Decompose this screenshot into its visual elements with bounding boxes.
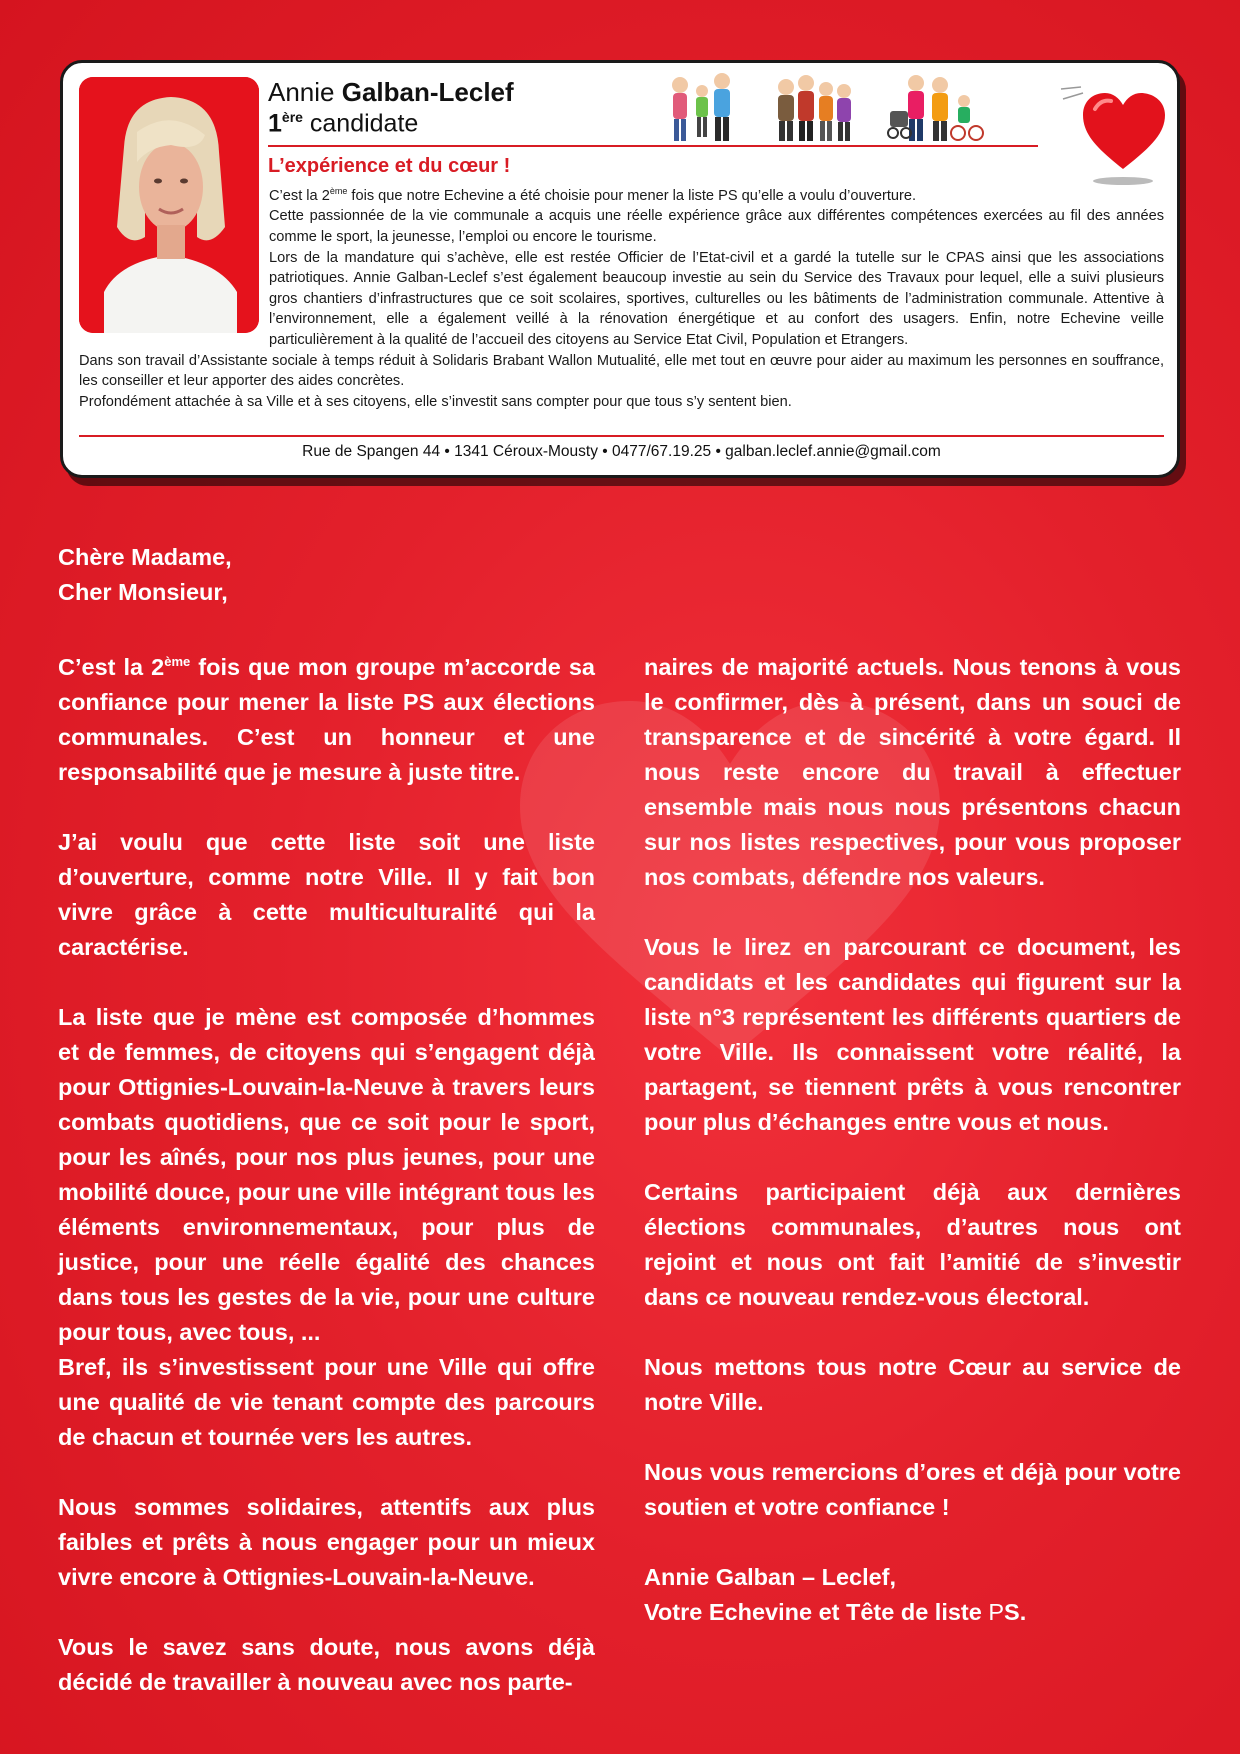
family-illustrations — [668, 71, 1098, 145]
salutation-line-1: Chère Madame, — [58, 544, 232, 570]
letter-paragraph-11: Nous vous remercions d’ores et déjà pour votre soutien et votre confiance ! — [644, 1459, 1181, 1520]
bio-paragraph-3: Lors de la mandature qui s’achève, elle est restée Officier de l’Etat-civil et a gardé la tutelle sur le CPAS ainsi que les associations patriotiques. Annie Galban-Leclef s’est également beaucoup investie au sein du Service des Travaux pour lequel, elle a suivi plusieurs gros chantiers d’infrastructures que ce soit scolaires, sportives, culturelles ou les bâtiments de l’administration communale. Attentive à l’environnement, elle a également veillé à la rénovation énergétique et au confort des usagers. Enfin, notre Echevine veille particulièrement à la qualité de l’accueil des citoyens au Service Etat Civil, Population et Etrangers. — [269, 249, 1164, 349]
bio-paragraph-5: Profondément attachée à sa Ville et à ses citoyens, elle s’investit sans compter pour que tous s’y sentent bien. — [79, 393, 792, 410]
first-name: Annie — [268, 77, 335, 107]
letter-paragraph-4: Bref, ils s’investissent pour une Ville qui offre une qualité de vie tenant compte des parcours de chacun et tournée vers les autres. — [58, 1354, 595, 1450]
header-divider — [268, 145, 1038, 147]
ps-logo-p: P — [988, 1599, 1005, 1625]
bio-paragraph-2: Cette passionnée de la vie communale a acquis une réelle expérience grâce aux différentes compétences exercées au fil des années comme le sport, la jeunesse, l’emploi ou encore le tourisme. — [269, 208, 1164, 246]
footer-divider — [79, 435, 1164, 437]
letter-paragraph-10: Nous mettons tous notre Cœur au service de notre Ville. — [644, 1354, 1181, 1415]
ps-logo-s: S. — [1004, 1599, 1027, 1625]
photo-spacer — [79, 181, 269, 333]
letter-paragraph-8: Vous le lirez en parcourant ce document, les candidats et les candidates qui figurent sur la liste n°3 représentent les différents quartiers de votre Ville. Ils connaissent votre réalité, la partagent, se tiennent prêts à vous rencontrer pour plus d’échanges entre vous et nous. — [644, 934, 1181, 1135]
candidate-rank — [268, 109, 418, 138]
bio-paragraph-1: C’est la 2ème fois que notre Echevine a été choisie pour mener la liste PS qu’elle a voulu d’ouverture. — [269, 186, 917, 204]
family-illustration-3 — [888, 75, 983, 141]
heart-illustration — [1053, 69, 1178, 189]
rank-label: candidate — [309, 109, 419, 138]
last-name: Galban-Leclef — [341, 77, 514, 107]
signature — [644, 1560, 1181, 1630]
letter-paragraph-9: Certains participaient déjà aux dernières élections communales, d’autres nous ont rejoint et nous ont fait l’amitié de s’investir dans ce nouveau rendez-vous électoral. — [644, 1179, 1181, 1310]
letter-paragraph-7: naires de majorité actuels. Nous tenons à vous le confirmer, dès à présent, dans un souci de transparence et de sincérité à votre égard. Il nous reste encore du travail à effectuer ensemble mais nous nous présentons chacun sur nos listes respectives, pour vous proposer nos combats, défendre nos valeurs. — [644, 654, 1181, 890]
letter-paragraph-3: La liste que je mène est composée d’hommes et de femmes, de citoyens qui s’engagent déjà pour Ottignies-Louvain-la-Neuve à travers leurs combats quotidiens, que ce soit pour le sport, pour les aînés, pour nos plus jeunes, pour une mobilité douce, pour une ville intégrant tous les éléments environnementaux, pour plus de justice, pour une réelle égalité des chances dans tous les gestes de la vie, pour une culture pour tous, avec tous, ... — [58, 1004, 595, 1345]
letter-column-right — [644, 650, 1181, 1630]
rank-number: 1 — [268, 109, 282, 138]
letter-paragraph-2: J’ai voulu que cette liste soit une liste d’ouverture, comme notre Ville. Il y fait bon vivre grâce à cette multiculturalité qui la caractérise. — [58, 829, 595, 960]
signature-title: Votre Echevine et Tête de liste — [644, 1599, 989, 1625]
candidate-bio — [79, 181, 1164, 412]
letter-column-left — [58, 650, 595, 1700]
signature-name: Annie Galban – Leclef, — [644, 1564, 897, 1590]
family-illustration-1 — [672, 73, 730, 141]
contact-info: Rue de Spangen 44 • 1341 Céroux-Mousty • 0477/67.19.25 • galban.leclef.annie@gmail.com — [302, 443, 941, 460]
salutation-line-2: Cher Monsieur, — [58, 579, 228, 605]
candidate-name — [268, 77, 514, 108]
rank-suffix: ère — [281, 109, 303, 125]
family-illustration-2 — [778, 75, 851, 141]
letter-paragraph-5: Nous sommes solidaires, attentifs aux plus faibles et prêts à nous engager pour un mieux vivre encore à Ottignies-Louvain-la-Neuve. — [58, 1494, 595, 1590]
candidate-card — [60, 60, 1180, 478]
letter-paragraph-1: C’est la 2ème fois que mon groupe m’accorde sa confiance pour mener la liste PS aux élections communales. C’est un honneur et une responsabilité que je mesure à juste titre. — [58, 654, 595, 785]
candidate-tagline: L’expérience et du cœur ! — [268, 155, 511, 177]
salutation — [58, 540, 232, 610]
bio-paragraph-4: Dans son travail d’Assistante sociale à temps réduit à Solidaris Brabant Wallon Mutualité, elle met tout en œuvre pour aider au maximum les personnes en souffrance, les conseiller et leur apporter des aides concrètes. — [79, 352, 1164, 390]
letter-paragraph-6: Vous le savez sans doute, nous avons déjà décidé de travailler à nouveau avec nos parte- — [58, 1634, 595, 1695]
